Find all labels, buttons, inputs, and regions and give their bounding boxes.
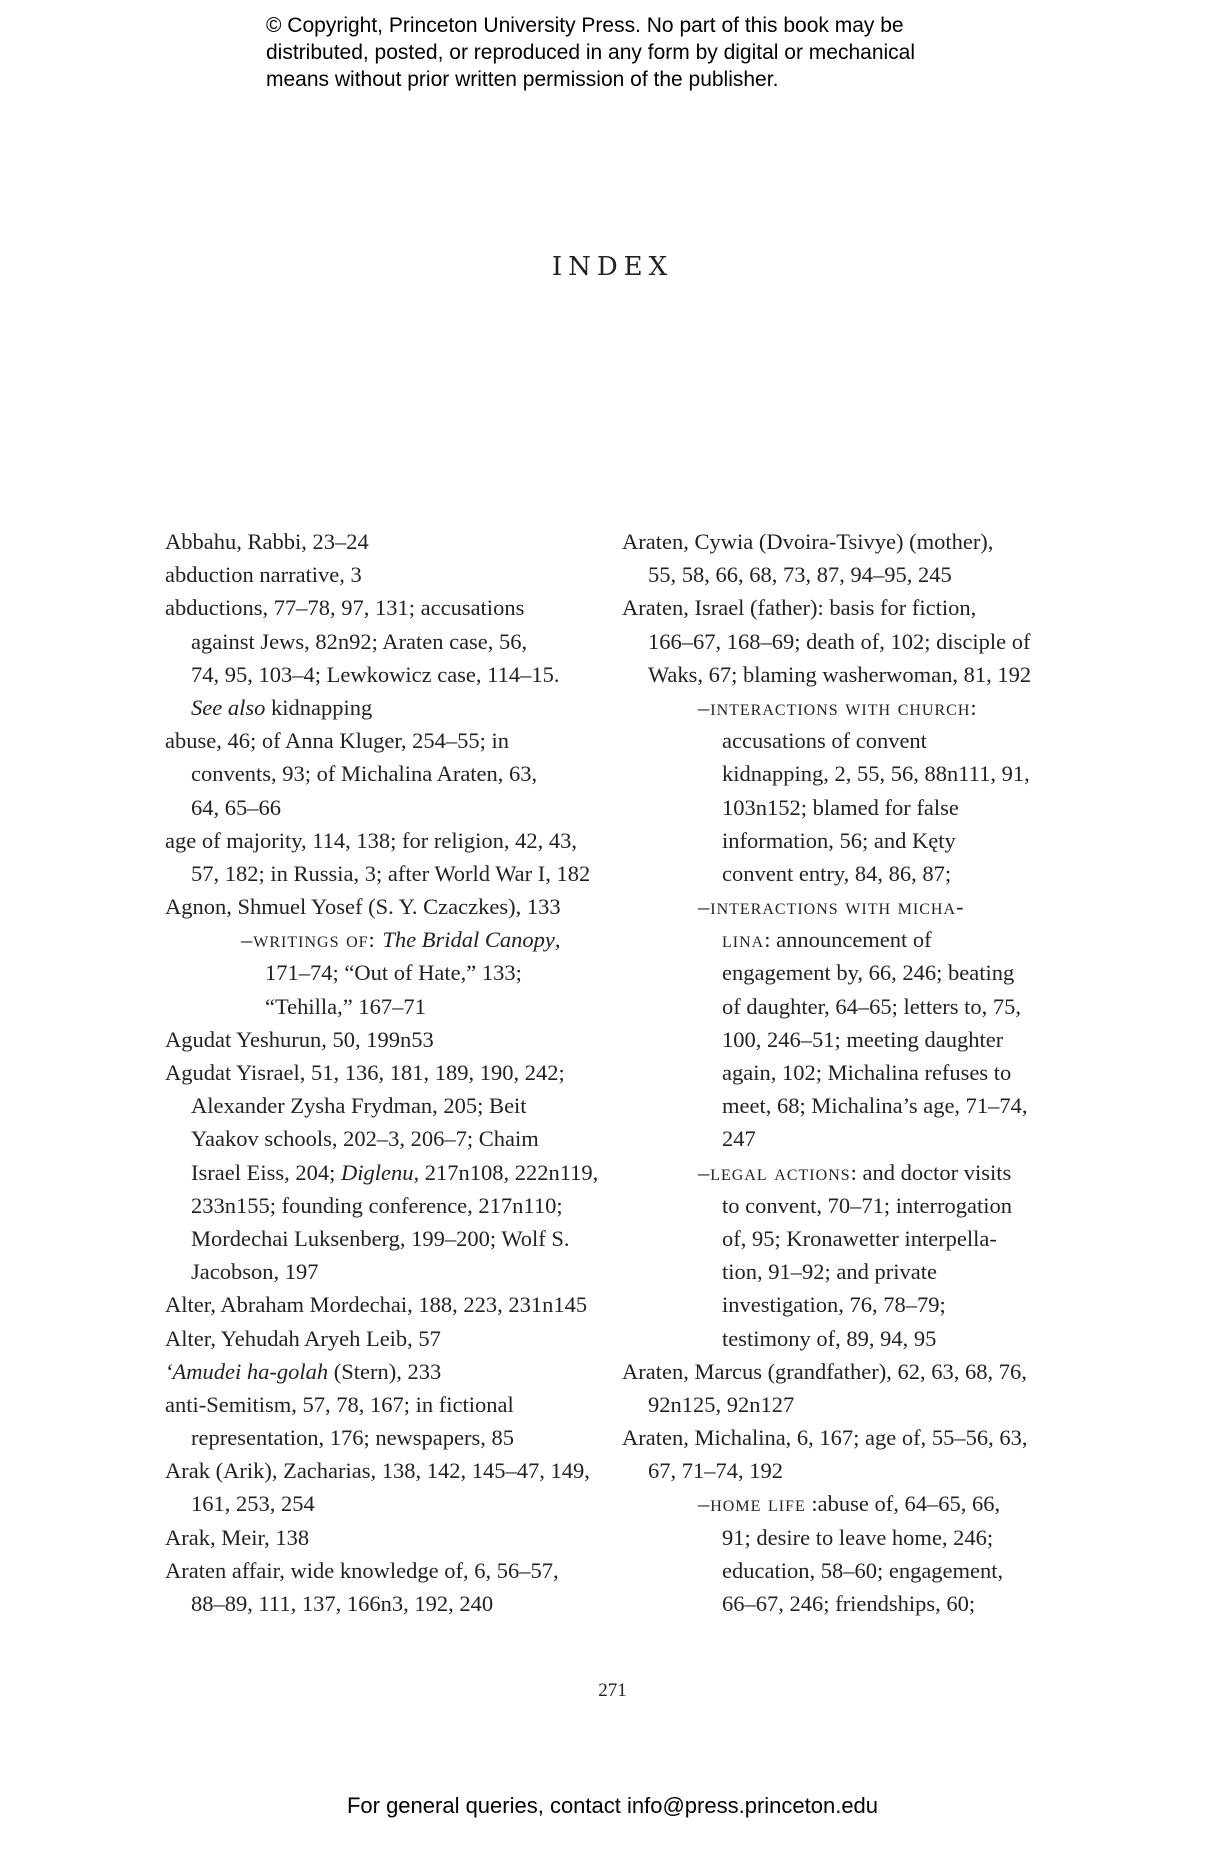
index-text: kidnapping — [265, 694, 373, 720]
index-title-text: ‘Amudei ha-golah — [165, 1358, 329, 1384]
index-text: (Stern), 233 — [328, 1358, 442, 1384]
page-title: INDEX — [551, 252, 674, 282]
index-line — [165, 923, 595, 956]
index-line: Araten, Marcus (grandfather), 62, 63, 68, 76, — [622, 1358, 1027, 1384]
index-line: Agudat Yeshurun, 50, 199n53 — [165, 1026, 434, 1052]
index-line: convent entry, 84, 86, 87; — [722, 860, 952, 886]
index-line: 166–67, 168–69; death of, 102; disciple of — [648, 628, 1031, 654]
index-line: again, 102; Michalina refuses to — [722, 1060, 1012, 1085]
index-line: 247 — [722, 1126, 756, 1152]
index-line: of, 95; Kronawetter interpella- — [722, 1225, 997, 1251]
index-line: Alter, Abraham Mordechai, 188, 223, 231n145 — [165, 1292, 588, 1318]
index-line: abductions, 77–78, 97, 131; accusations — [165, 595, 525, 621]
index-line — [165, 1156, 599, 1189]
index-line: information, 56; and Kęty — [722, 827, 956, 853]
index-line: 55, 58, 66, 68, 73, 87, 94–95, 245 — [648, 562, 952, 588]
subheading-text: –interactions with church: — [698, 694, 978, 720]
index-text: Israel Eiss, 204; — [191, 1159, 341, 1185]
index-title-text: Diglenu — [340, 1159, 414, 1185]
index-line — [622, 923, 1062, 956]
index-line: 88–89, 111, 137, 166n3, 192, 240 — [191, 1591, 494, 1616]
index-line: meet, 68; Michalina’s age, 71–74, — [722, 1093, 1028, 1119]
index-line: 161, 253, 254 — [191, 1491, 315, 1517]
index-line: 92n125, 92n127 — [648, 1391, 795, 1417]
index-line: “Tehilla,” 167–71 — [265, 993, 426, 1019]
index-line: Yaakov schools, 202–3, 206–7; Chaim — [191, 1126, 539, 1152]
index-line: anti-Semitism, 57, 78, 167; in fictional — [165, 1391, 514, 1417]
index-line: tion, 91–92; and private — [722, 1259, 937, 1285]
index-line: age of majority, 114, 138; for religion, 42, 43, — [165, 827, 577, 853]
index-line: 67, 71–74, 192 — [648, 1458, 783, 1484]
index-line: abduction narrative, 3 — [165, 562, 362, 588]
subheading-text: –writings of: — [241, 927, 383, 953]
index-line: Araten, Cywia (Dvoira-Tsivye) (mother), — [622, 529, 994, 554]
index-line — [622, 1487, 1062, 1520]
copyright-line: © Copyright, Princeton University Press. No part of this book may be — [266, 14, 904, 37]
index-line: kidnapping, 2, 55, 56, 88n111, 91, — [722, 761, 1030, 787]
index-line: Agudat Yisrael, 51, 136, 181, 189, 190, 242; — [165, 1060, 565, 1085]
index-line: 57, 182; in Russia, 3; after World War I, 182 — [191, 860, 591, 886]
index-line: Arak (Arik), Zacharias, 138, 142, 145–47, 149, — [165, 1458, 590, 1484]
index-line: Alter, Yehudah Aryeh Leib, 57 — [165, 1325, 441, 1351]
index-line: investigation, 76, 78–79; — [722, 1292, 946, 1318]
index-line: against Jews, 82n92; Araten case, 56, — [191, 628, 528, 654]
index-line — [165, 1355, 595, 1388]
index-line: of daughter, 64–65; letters to, 75, — [722, 993, 1022, 1019]
index-line: 100, 246–51; meeting daughter — [722, 1026, 1004, 1052]
index-line: Agnon, Shmuel Yosef (S. Y. Czaczkes), 133 — [165, 894, 561, 920]
index-line — [622, 691, 1062, 724]
subheading-text: –interactions with micha- — [698, 894, 965, 920]
index-column-right — [622, 525, 1062, 1620]
index-text: , — [554, 927, 561, 953]
index-line — [622, 1156, 1062, 1189]
index-line: 74, 95, 103–4; Lewkowicz case, 114–15. — [191, 661, 560, 687]
index-line: testimony of, 89, 94, 95 — [722, 1325, 937, 1351]
copyright-line: means without prior written permission of the publisher. — [266, 68, 779, 91]
index-line: Mordechai Luksenberg, 199–200; Wolf S. — [191, 1225, 570, 1251]
index-line: abuse, 46; of Anna Kluger, 254–55; in — [165, 728, 510, 754]
index-line: engagement by, 66, 246; beating — [722, 960, 1015, 986]
index-line: to convent, 70–71; interrogation — [722, 1192, 1012, 1218]
page-number: 271 — [598, 1680, 627, 1701]
index-line: 103n152; blamed for false — [722, 794, 959, 820]
index-line: Araten affair, wide knowledge of, 6, 56–57, — [165, 1557, 559, 1583]
index-line: 64, 65–66 — [191, 794, 281, 820]
index-line — [622, 890, 1062, 923]
index-line: 233n155; founding conference, 217n110; — [191, 1192, 563, 1218]
index-column-left — [165, 525, 599, 1620]
index-line: Jacobson, 197 — [191, 1259, 319, 1285]
index-text: : announcement of — [764, 927, 932, 953]
subheading-text: –legal actions — [698, 1159, 851, 1185]
copyright-line: distributed, posted, or reproduced in any form by digital or mechanical — [266, 41, 916, 64]
index-text: :abuse of, 64–65, 66, — [805, 1491, 1001, 1517]
index-line: Alexander Zysha Frydman, 205; Beit — [191, 1093, 527, 1119]
index-line: 91; desire to leave home, 246; — [722, 1524, 994, 1550]
copyright-notice — [266, 12, 986, 93]
index-text: : and doctor visits — [850, 1159, 1012, 1185]
index-line: 66–67, 246; friendships, 60; — [722, 1591, 976, 1616]
index-title-text: The Bridal Canopy — [382, 927, 555, 953]
index-line: accusations of convent — [722, 728, 927, 754]
index-line: Araten, Israel (father): basis for fiction, — [622, 595, 977, 621]
index-line: Waks, 67; blaming washerwoman, 81, 192 — [648, 661, 1032, 687]
index-line: representation, 176; newspapers, 85 — [191, 1425, 515, 1451]
subheading-text: –home life — [698, 1491, 806, 1517]
index-line: Abbahu, Rabbi, 23–24 — [165, 529, 369, 554]
index-line: convents, 93; of Michalina Araten, 63, — [191, 761, 538, 787]
index-line: Araten, Michalina, 6, 167; age of, 55–56, 63, — [622, 1425, 1028, 1451]
see-also-text: See also — [191, 694, 266, 720]
index-line: education, 58–60; engagement, — [722, 1557, 1004, 1583]
subheading-text: lina — [722, 927, 765, 953]
index-text: , 217n108, 222n119, — [413, 1159, 599, 1185]
footer-contact: For general queries, contact info@press.princeton.edu — [346, 1793, 879, 1818]
index-line: 171–74; “Out of Hate,” 133; — [265, 960, 522, 986]
index-line — [165, 691, 595, 724]
index-line: Arak, Meir, 138 — [165, 1524, 310, 1550]
